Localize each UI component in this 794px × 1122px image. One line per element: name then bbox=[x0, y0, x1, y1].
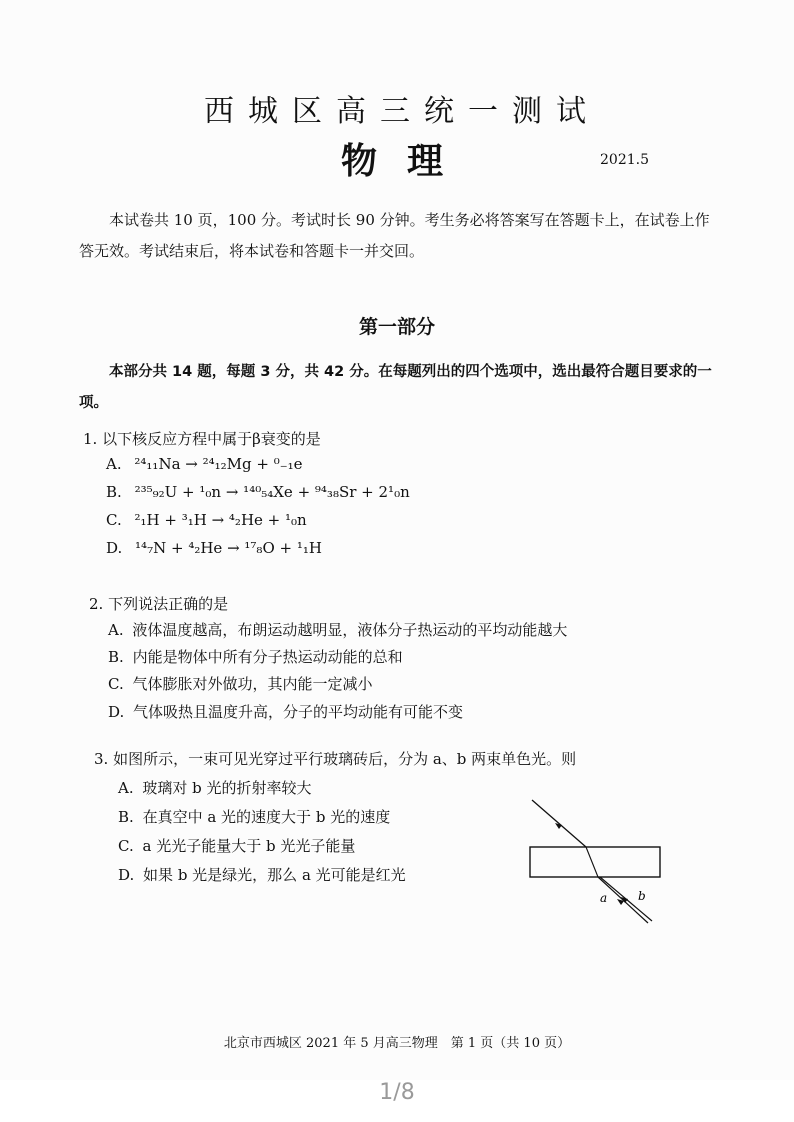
question-1-option-d bbox=[106, 539, 322, 557]
question-2-option-d bbox=[108, 701, 463, 722]
option-text: 液体温度越高，布朗运动越明显，液体分子热运动的平均动能越大 bbox=[132, 621, 568, 639]
option-label: B. bbox=[108, 648, 124, 666]
option-label: A. bbox=[106, 455, 122, 473]
question-1-option-c bbox=[106, 511, 307, 529]
section-title: 第一部分 bbox=[358, 316, 435, 338]
glass-slab bbox=[530, 847, 660, 877]
option-label: C. bbox=[106, 511, 122, 529]
option-text: ²₁H + ³₁H → ⁴₂He + ¹₀n bbox=[134, 511, 307, 529]
exam-date: 2021.5 bbox=[600, 152, 649, 168]
question-1-option-a bbox=[106, 455, 303, 473]
option-label: D. bbox=[108, 703, 125, 721]
option-label: C. bbox=[108, 675, 124, 693]
question-1-option-b bbox=[106, 483, 410, 501]
option-text: 气体膨胀对外做功，其内能一定减小 bbox=[132, 675, 373, 693]
option-label: A. bbox=[118, 779, 134, 797]
page-footer: 北京市西城区 2021 年 5 月高三物理 第 1 页（共 10 页） bbox=[223, 1036, 571, 1051]
option-text: 如果 b 光是绿光，那么 a 光可能是红光 bbox=[143, 866, 406, 884]
question-3-option-b bbox=[118, 806, 390, 827]
option-text: ²⁴₁₁Na → ²⁴₁₂Mg + ⁰₋₁e bbox=[134, 455, 303, 473]
question-3-stem: 3. 如图所示，一束可见光穿过平行玻璃砖后，分为 a、b 两束单色光。则 bbox=[94, 750, 577, 768]
question-2-option-a bbox=[108, 619, 567, 640]
subject-title: 物理 bbox=[340, 140, 473, 182]
exam-instructions: 本试卷共 10 页，100 分。考试时长 90 分钟。考生务必将答案写在答题卡上，在试卷上作答无效。考试结束后，将本试卷和答题卡一并交回。 bbox=[79, 211, 710, 260]
question-2-option-c bbox=[108, 673, 373, 694]
option-text: a 光光子能量大于 b 光光子能量 bbox=[142, 837, 356, 855]
option-label: D. bbox=[106, 539, 123, 557]
question-3-option-d bbox=[118, 864, 406, 885]
ray-b-label: b bbox=[638, 889, 646, 903]
option-text: ²³⁵₉₂U + ¹₀n → ¹⁴⁰₅₄Xe + ⁹⁴₃₈Sr + 2¹₀n bbox=[134, 483, 410, 501]
exam-title: 西城区高三统一测试 bbox=[204, 94, 600, 129]
question-2-stem: 2. 下列说法正确的是 bbox=[89, 595, 229, 613]
page-indicator: 1/8 bbox=[379, 1080, 415, 1105]
option-text: 内能是物体中所有分子热运动动能的总和 bbox=[132, 648, 403, 666]
option-label: B. bbox=[106, 483, 122, 501]
question-3-option-a bbox=[118, 777, 312, 798]
incident-ray bbox=[532, 800, 586, 847]
option-text: 在真空中 a 光的速度大于 b 光的速度 bbox=[142, 808, 391, 826]
option-label: C. bbox=[118, 837, 134, 855]
ray-a-label: a bbox=[600, 891, 608, 905]
question-2-option-b bbox=[108, 646, 403, 667]
question-1-stem: 1. 以下核反应方程中属于β衰变的是 bbox=[83, 430, 321, 448]
option-text: ¹⁴₇N + ⁴₂He → ¹⁷₈O + ¹₁H bbox=[135, 539, 322, 557]
option-text: 气体吸热且温度升高，分子的平均动能有可能不变 bbox=[133, 703, 464, 721]
option-label: D. bbox=[118, 866, 135, 884]
section-instructions: 本部分共 14 题，每题 3 分，共 42 分。在每题列出的四个选项中，选出最符合题目要求的一项。 bbox=[79, 364, 712, 411]
glass-slab-diagram bbox=[520, 795, 670, 930]
refracted-ray bbox=[586, 847, 598, 877]
option-text: 玻璃对 b 光的折射率较大 bbox=[142, 779, 312, 797]
option-label: A. bbox=[108, 621, 124, 639]
option-label: B. bbox=[118, 808, 134, 826]
question-3-option-c bbox=[118, 835, 355, 856]
